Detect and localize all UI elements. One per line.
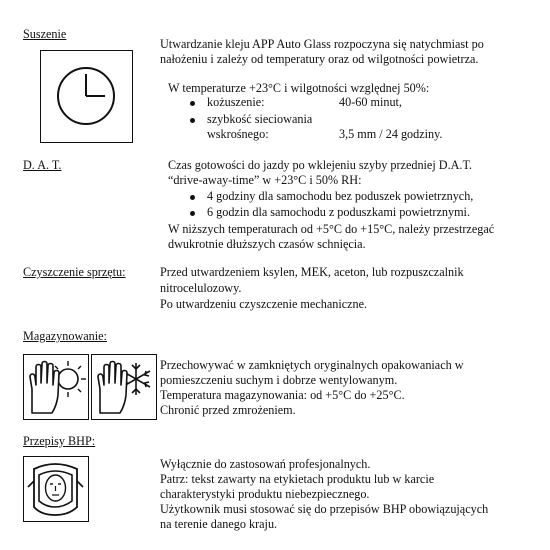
bhp-line-1: Wyłącznie do zastosowań profesjonalnych. [160, 457, 371, 471]
bhp-line-2: Patrz: tekst zawarty na etykietach produktu lub w karcie [160, 472, 435, 486]
dat-line-1: Czas gotowości do jazdy po wklejeniu szyby przedniej D.A.T. [168, 158, 473, 172]
dat-bullet-1: 4 godziny dla samochodu bez poduszek powietrznych, [207, 189, 474, 203]
heading-dat: D. A. T. [23, 158, 62, 172]
suszenie-item-2-label-1: szybkość sieciowania [207, 112, 313, 126]
clock-icon [40, 50, 133, 143]
bhp-line-3: charakterystyki produktu niebezpiecznego. [160, 487, 370, 501]
face-shield-icon [23, 456, 89, 522]
suszenie-item-2-label-2: wskrośnego: [207, 127, 269, 141]
heading-bhp: Przepisy BHP: [23, 434, 96, 448]
bhp-line-5: na terenie danego kraju. [160, 517, 278, 531]
bullet-dot [190, 211, 195, 216]
hand-snowflake-icon [91, 354, 157, 420]
suszenie-item-1-label: kożuszenie: [207, 95, 265, 109]
czyszczenie-line-1: Przed utwardzeniem ksylen, MEK, aceton, lub rozpuszczalnik [160, 265, 464, 279]
dat-line-2: “drive-away-time” w +23°C i 50% RH: [168, 173, 362, 187]
magazynowanie-line-2: pomieszczeniu suchym i dobrze wentylowanym. [160, 373, 398, 387]
suszenie-item-2-value: 3,5 mm / 24 godziny. [339, 127, 443, 141]
hand-sun-icon [23, 354, 89, 420]
suszenie-item-1-value: 40-60 minut, [339, 95, 402, 109]
suszenie-intro-1: Utwardzanie kleju APP Auto Glass rozpoczyna się natychmiast po [160, 37, 484, 51]
czyszczenie-line-2: nitrocelulozowy. [160, 281, 242, 295]
heading-czyszczenie: Czyszczenie sprzętu: [23, 265, 126, 279]
suszenie-intro-2: nałożeniu i zależy od temperatury oraz od wilgotności powietrza. [160, 52, 479, 66]
bullet-dot [190, 195, 195, 200]
dat-bullet-2: 6 godzin dla samochodu z poduszkami powietrznymi. [207, 205, 470, 219]
magazynowanie-line-3: Temperatura magazynowania: od +5°C do +25°C. [160, 388, 405, 402]
magazynowanie-line-1: Przechowywać w zamkniętych oryginalnych opakowaniach w [160, 358, 464, 372]
suszenie-condition: W temperaturze +23°C i wilgotności względnej 50%: [168, 81, 430, 95]
heading-suszenie: Suszenie [23, 27, 67, 41]
czyszczenie-line-3: Po utwardzeniu czyszczenie mechaniczne. [160, 297, 368, 311]
dat-note-1: W niższych temperaturach od +5°C do +15°C, należy przestrzegać [168, 222, 495, 236]
magazynowanie-line-4: Chronić przed zmrożeniem. [160, 403, 296, 417]
bullet-dot [190, 101, 195, 106]
heading-magazynowanie: Magazynowanie: [23, 329, 107, 343]
dat-note-2: dwukrotnie dłuższych czasów schnięcia. [168, 237, 366, 251]
bullet-dot [190, 118, 195, 123]
bhp-line-4: Użytkownik musi stosować się do przepisów BHP obowiązujących [160, 502, 489, 516]
